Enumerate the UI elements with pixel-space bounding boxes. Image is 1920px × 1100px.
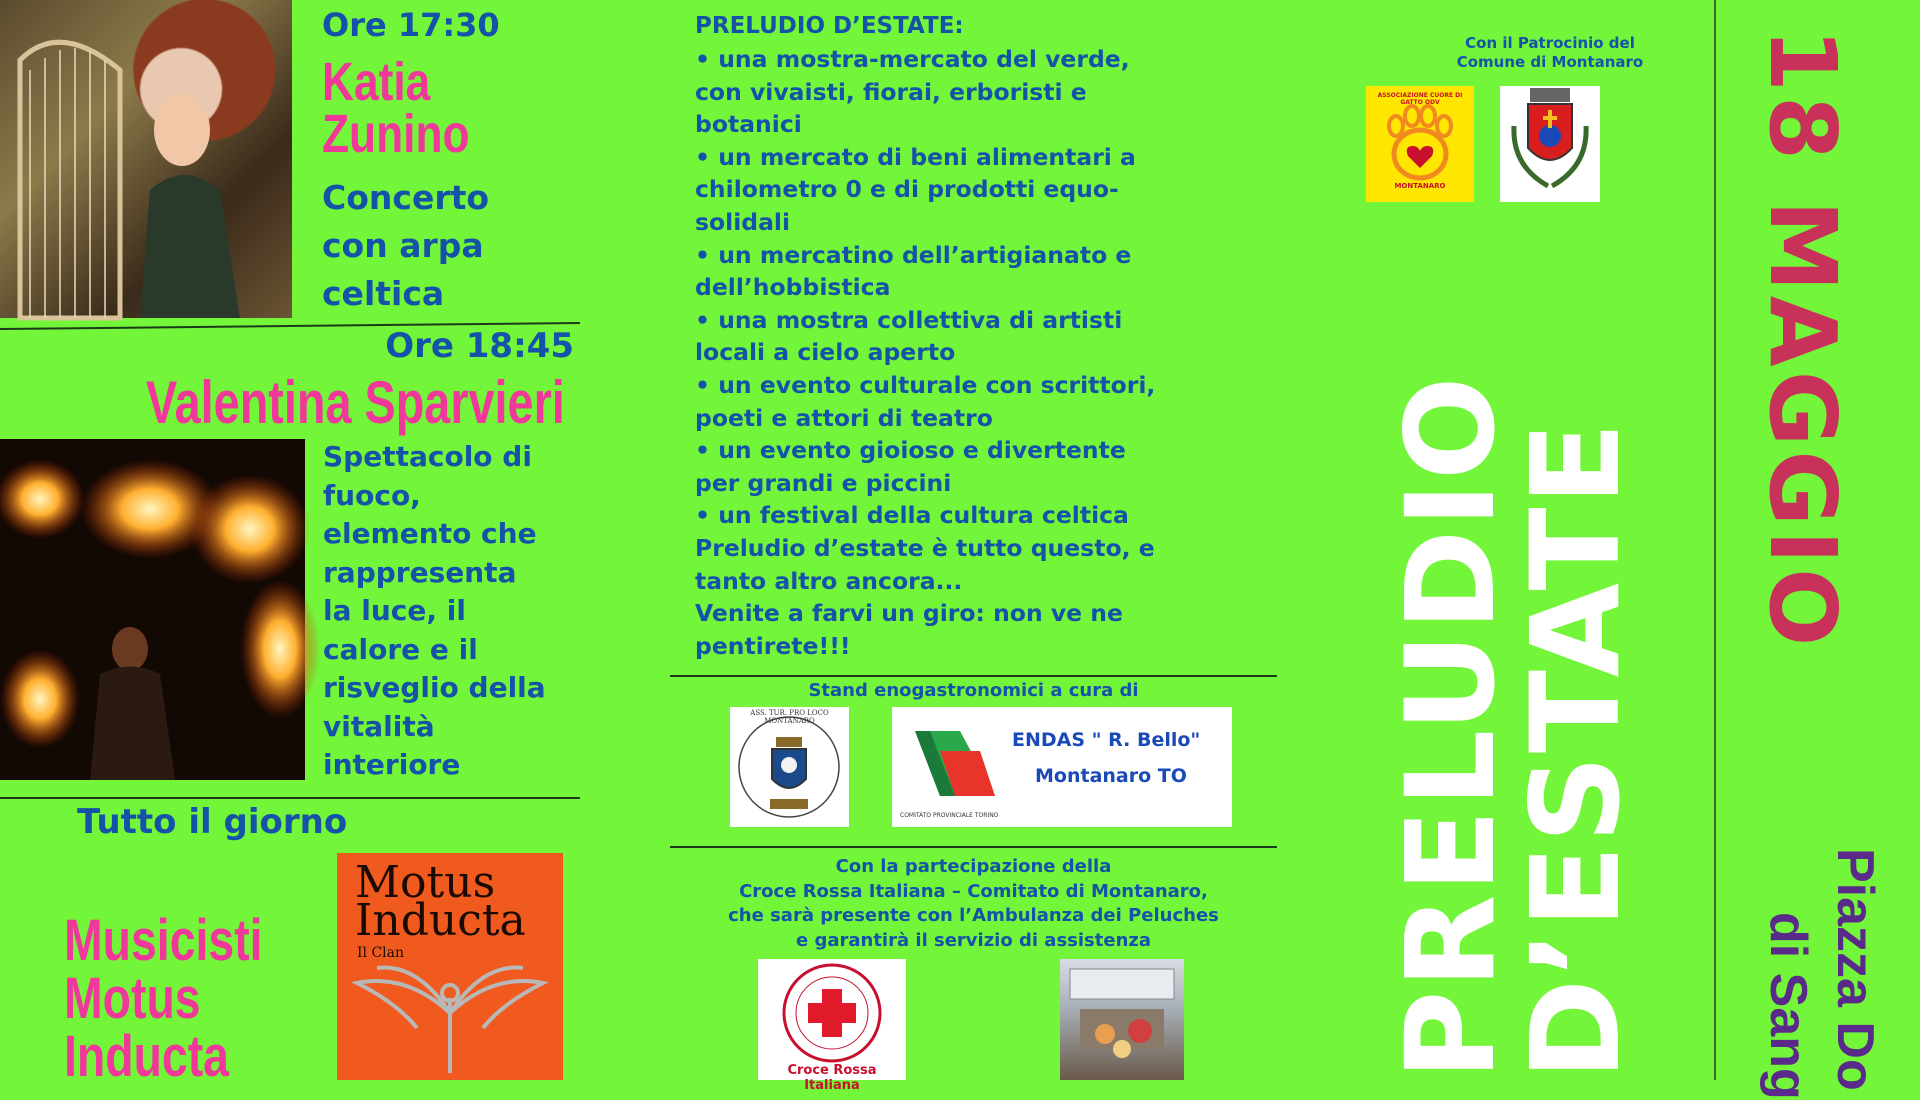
fire-performer-photo <box>0 439 305 780</box>
endas-name: ENDAS " R. Bello" <box>1012 729 1201 751</box>
endas-logo <box>892 707 1232 827</box>
harp-illustration <box>0 0 292 318</box>
katia-name-line2: Zunino <box>322 104 470 164</box>
patrocinio-text <box>1400 34 1700 72</box>
motus-inducta-poster <box>337 853 563 1080</box>
motus-name <box>64 908 263 1089</box>
katia-time: Ore 17:30 <box>322 6 500 44</box>
valentina-desc-line: interiore <box>323 748 461 781</box>
motus-time: Tutto il giorno <box>77 802 348 842</box>
comune-coat-of-arms <box>1500 86 1600 202</box>
katia-name <box>322 52 470 164</box>
event-date: 18 MAGGIO <box>1749 28 1856 651</box>
program-line: • una mostra collettiva di artisti <box>695 305 1123 334</box>
fire-illustration <box>0 439 305 780</box>
phoenix-icon <box>337 853 563 1080</box>
program-line: • una mostra-mercato del verde, <box>695 45 1130 73</box>
patrocinio-line2: Comune di Montanaro <box>1456 53 1644 71</box>
endas-emblem <box>900 711 1010 821</box>
valentina-time: Ore 18:45 <box>385 326 574 366</box>
program-line: solidali <box>695 207 791 236</box>
program-title: PRELUDIO D’ESTATE: <box>695 13 964 39</box>
program-line: • un evento gioioso e divertente <box>695 436 1126 465</box>
red-cross-emblem <box>758 959 906 1080</box>
program-line: • un mercato di beni alimentari a <box>695 142 1136 171</box>
program-line: • un evento culturale con scrittori, <box>695 370 1156 399</box>
ambulance-photo <box>1060 959 1184 1080</box>
katia-desc-line: con arpa <box>322 226 484 265</box>
valentina-desc-line: la luce, il <box>323 594 466 627</box>
pro-loco-text: ASS. TUR. PRO LOCO MONTANARO <box>750 709 829 725</box>
cri-line: Con la partecipazione della <box>835 856 1112 877</box>
valentina-desc-line: calore e il <box>323 632 478 666</box>
program-line: pentirete!!! <box>695 631 851 660</box>
valentina-desc-line: rappresenta <box>323 555 517 589</box>
ambulance-interior <box>1060 959 1184 1080</box>
program-line: Preludio d’estate è tutto questo, e <box>695 533 1155 562</box>
valentina-desc-line: Spettacolo di <box>323 440 532 473</box>
endas-subtext: COMITATO PROVINCIALE TORINO <box>900 812 999 819</box>
program-line: per grandi e piccini <box>695 468 952 497</box>
harpist-photo <box>0 0 292 318</box>
stand-title: Stand enogastronomici a cura di <box>808 680 1139 701</box>
program-line: con vivaisti, fiorai, erboristi e <box>695 77 1087 106</box>
event-title-destate: D’ESTATE <box>1505 419 1647 1080</box>
association-bottom-text: MONTANARO <box>1394 182 1446 190</box>
divider-line <box>670 675 1277 677</box>
cri-line: e garantirà il servizio di assistenza <box>795 929 1152 951</box>
event-title-preludio: PRELUDIO <box>1380 374 1522 1080</box>
patrocinio-line1: Con il Patrocinio del <box>1465 34 1635 52</box>
program-line: • un festival della cultura celtica <box>695 501 1129 530</box>
valentina-description <box>323 438 546 785</box>
cri-line: Croce Rossa Italiana – Comitato di Montanaro, <box>739 880 1208 902</box>
valentina-desc-line: vitalità <box>323 709 435 743</box>
event-place-line2: di Sang <box>1759 912 1817 1100</box>
poster-subtitle: Il Clan <box>357 945 405 961</box>
event-place-line1: Piazza Do <box>1826 848 1884 1091</box>
cri-description <box>670 855 1277 953</box>
program-line: poeti e attori di teatro <box>695 403 993 432</box>
valentina-desc-line: risveglio della <box>323 671 546 704</box>
croce-rossa-logo <box>758 959 906 1093</box>
valentina-desc-line: fuoco, <box>323 478 421 512</box>
katia-name-line1: Katia <box>322 52 431 112</box>
poster-title-1: Motus <box>355 857 496 908</box>
katia-desc-line: Concerto <box>322 178 490 217</box>
program-line: Venite a farvi un giro: non ve ne <box>695 599 1123 628</box>
poster-title-2: Inducta <box>355 895 526 946</box>
program-line: • un mercatino dell’artigianato e <box>695 240 1132 269</box>
association-logo <box>1366 86 1474 202</box>
pro-loco-emblem <box>730 707 849 827</box>
program-list <box>695 43 1155 662</box>
katia-description <box>322 174 489 318</box>
pro-loco-logo <box>730 707 849 827</box>
valentina-name: Valentina Sparvieri <box>146 369 565 436</box>
program-line: dell’hobbistica <box>695 273 891 302</box>
association-top-text: ASSOCIAZIONE CUORE DI GATTO ODV <box>1377 92 1463 106</box>
cri-label: Croce Rossa Italiana <box>787 1063 877 1093</box>
program-line: tanto altro ancora... <box>695 566 963 595</box>
cri-ring-text <box>758 959 759 960</box>
motus-name-line: Motus <box>64 966 201 1031</box>
program-line: locali a cielo aperto <box>695 338 956 367</box>
divider-line <box>0 797 580 799</box>
endas-location: Montanaro TO <box>1035 765 1187 787</box>
vertical-divider <box>1714 0 1716 1080</box>
coat-of-arms-icon <box>1500 86 1600 202</box>
program-line: botanici <box>695 110 802 139</box>
katia-desc-line: celtica <box>322 274 445 313</box>
motus-name-line: Inducta <box>64 1024 229 1089</box>
divider-line <box>670 846 1277 848</box>
program-line: chilometro 0 e di prodotti equo- <box>695 175 1119 204</box>
cri-line: che sarà presente con l’Ambulanza dei Peluches <box>728 905 1219 926</box>
motus-name-line: Musicisti <box>64 908 263 973</box>
valentina-desc-line: elemento che <box>323 517 537 550</box>
